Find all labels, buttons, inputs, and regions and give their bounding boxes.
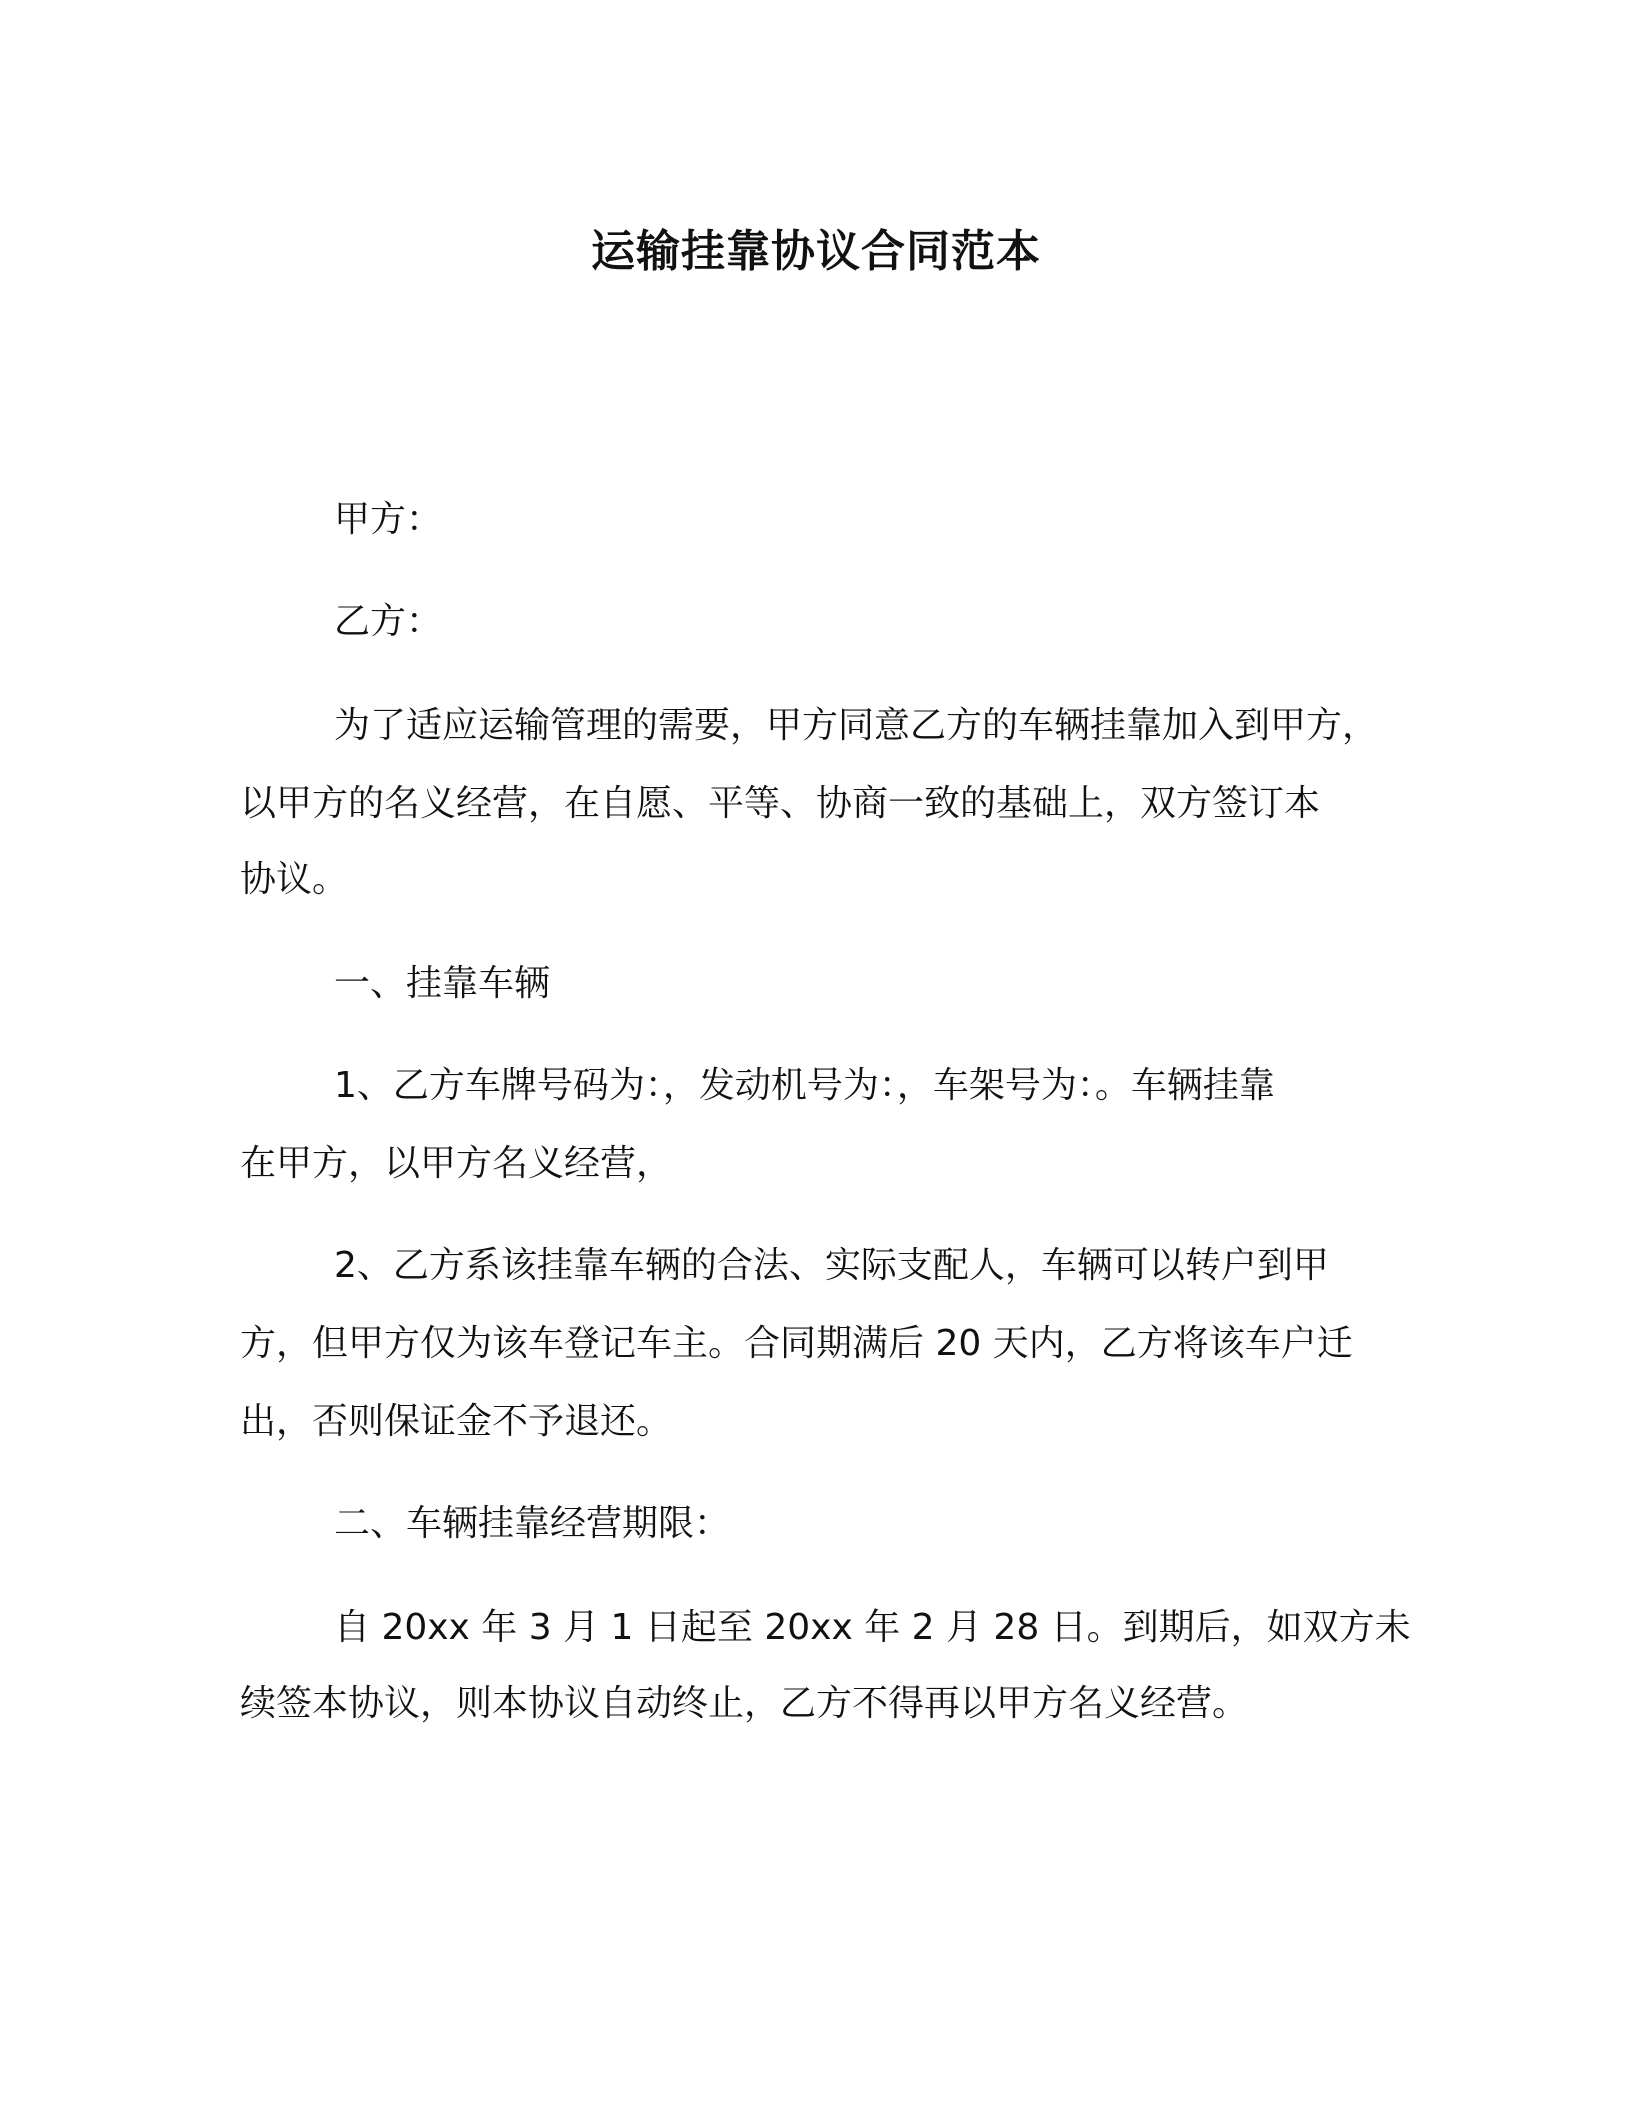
document-title: 运输挂靠协议合同范本 — [591, 226, 1041, 277]
intro-line-1: 为了适应运输管理的需要，甲方同意乙方的车辆挂靠加入到甲方， — [334, 705, 1379, 746]
intro-line-3: 协议。 — [240, 859, 349, 900]
section-1-heading: 一、挂靠车辆 — [334, 963, 551, 1004]
item-1-line-2: 在甲方，以甲方名义经营， — [240, 1143, 673, 1184]
term-line-1: 自 20xx 年 3 月 1 日起至 20xx 年 2 月 28 日。到期后，如双方未 — [334, 1607, 1411, 1648]
item-1-line-1: 1、乙方车牌号码为：，发动机号为：，车架号为：。车辆挂靠 — [334, 1065, 1275, 1106]
party-b-label: 乙方： — [334, 601, 443, 642]
item-2-line-3: 出，否则保证金不予退还。 — [240, 1401, 673, 1442]
party-a-label: 甲方： — [334, 499, 443, 540]
intro-line-2: 以甲方的名义经营，在自愿、平等、协商一致的基础上，双方签订本 — [240, 783, 1321, 824]
item-2-line-2: 方，但甲方仅为该车登记车主。合同期满后 20 天内，乙方将该车户迁 — [240, 1323, 1353, 1364]
term-line-2: 续签本协议，则本协议自动终止，乙方不得再以甲方名义经营。 — [240, 1683, 1249, 1724]
item-2-line-1: 2、乙方系该挂靠车辆的合法、实际支配人，车辆可以转户到甲 — [334, 1245, 1329, 1286]
section-2-heading: 二、车辆挂靠经营期限： — [334, 1503, 731, 1544]
